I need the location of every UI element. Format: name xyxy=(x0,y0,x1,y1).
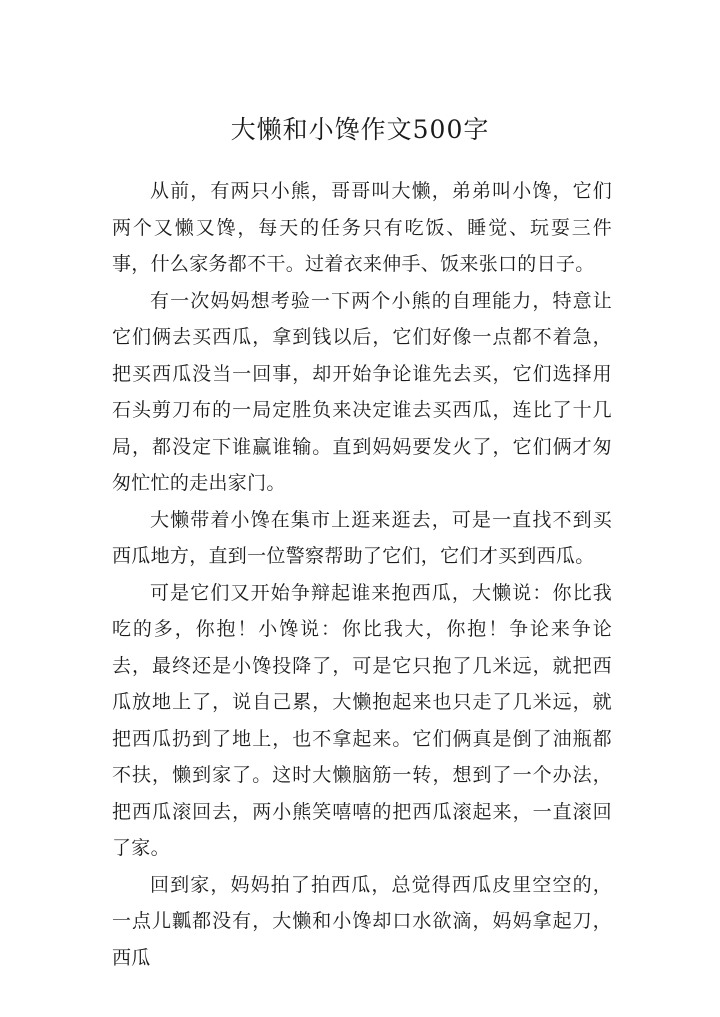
paragraph: 大懒带着小馋在集市上逛来逛去，可是一直找不到买西瓜地方，直到一位警察帮助了它们，它们才买到西瓜。 xyxy=(112,508,612,567)
paragraph: 回到家，妈妈拍了拍西瓜，总觉得西瓜皮里空空的，一点儿瓤都没有，大懒和小馋却口水欲滴，妈妈拿起刀，西瓜 xyxy=(112,873,612,969)
paragraph: 有一次妈妈想考验一下两个小熊的自理能力，特意让它们俩去买西瓜，拿到钱以后，它们好像一点都不着急，把买西瓜没当一回事，却开始争论谁先去买，它们选择用石头剪刀布的一局定胜负来决定谁去买西瓜，连比了十几局，都没定下谁赢谁输。直到妈妈要发火了，它们俩才匆匆忙忙的走出家门。 xyxy=(112,289,612,494)
document-body xyxy=(112,173,612,976)
document-title: 大懒和小馋作文500字 xyxy=(230,115,490,144)
paragraph: 从前，有两只小熊，哥哥叫大懒，弟弟叫小馋，它们两个又懒又馋，每天的任务只有吃饭、睡觉、玩耍三件事，什么家务都不干。过着衣来伸手、饭来张口的日子。 xyxy=(112,180,612,275)
paragraph: 可是它们又开始争辩起谁来抱西瓜，大懒说：你比我吃的多，你抱！小馋说：你比我大，你抱！争论来争论去，最终还是小馋投降了，可是它只抱了几米远，就把西瓜放地上了，说自己累，大懒抱起来也只走了几米远，就把西瓜扔到了地上，也不拿起来。它们俩真是倒了油瓶都不扶，懒到家了。这时大懒脑筋一转，想到了一个办法，把西瓜滚回去，两小熊笑嘻嘻的把西瓜滚起来，一直滚回了家。 xyxy=(112,581,612,859)
